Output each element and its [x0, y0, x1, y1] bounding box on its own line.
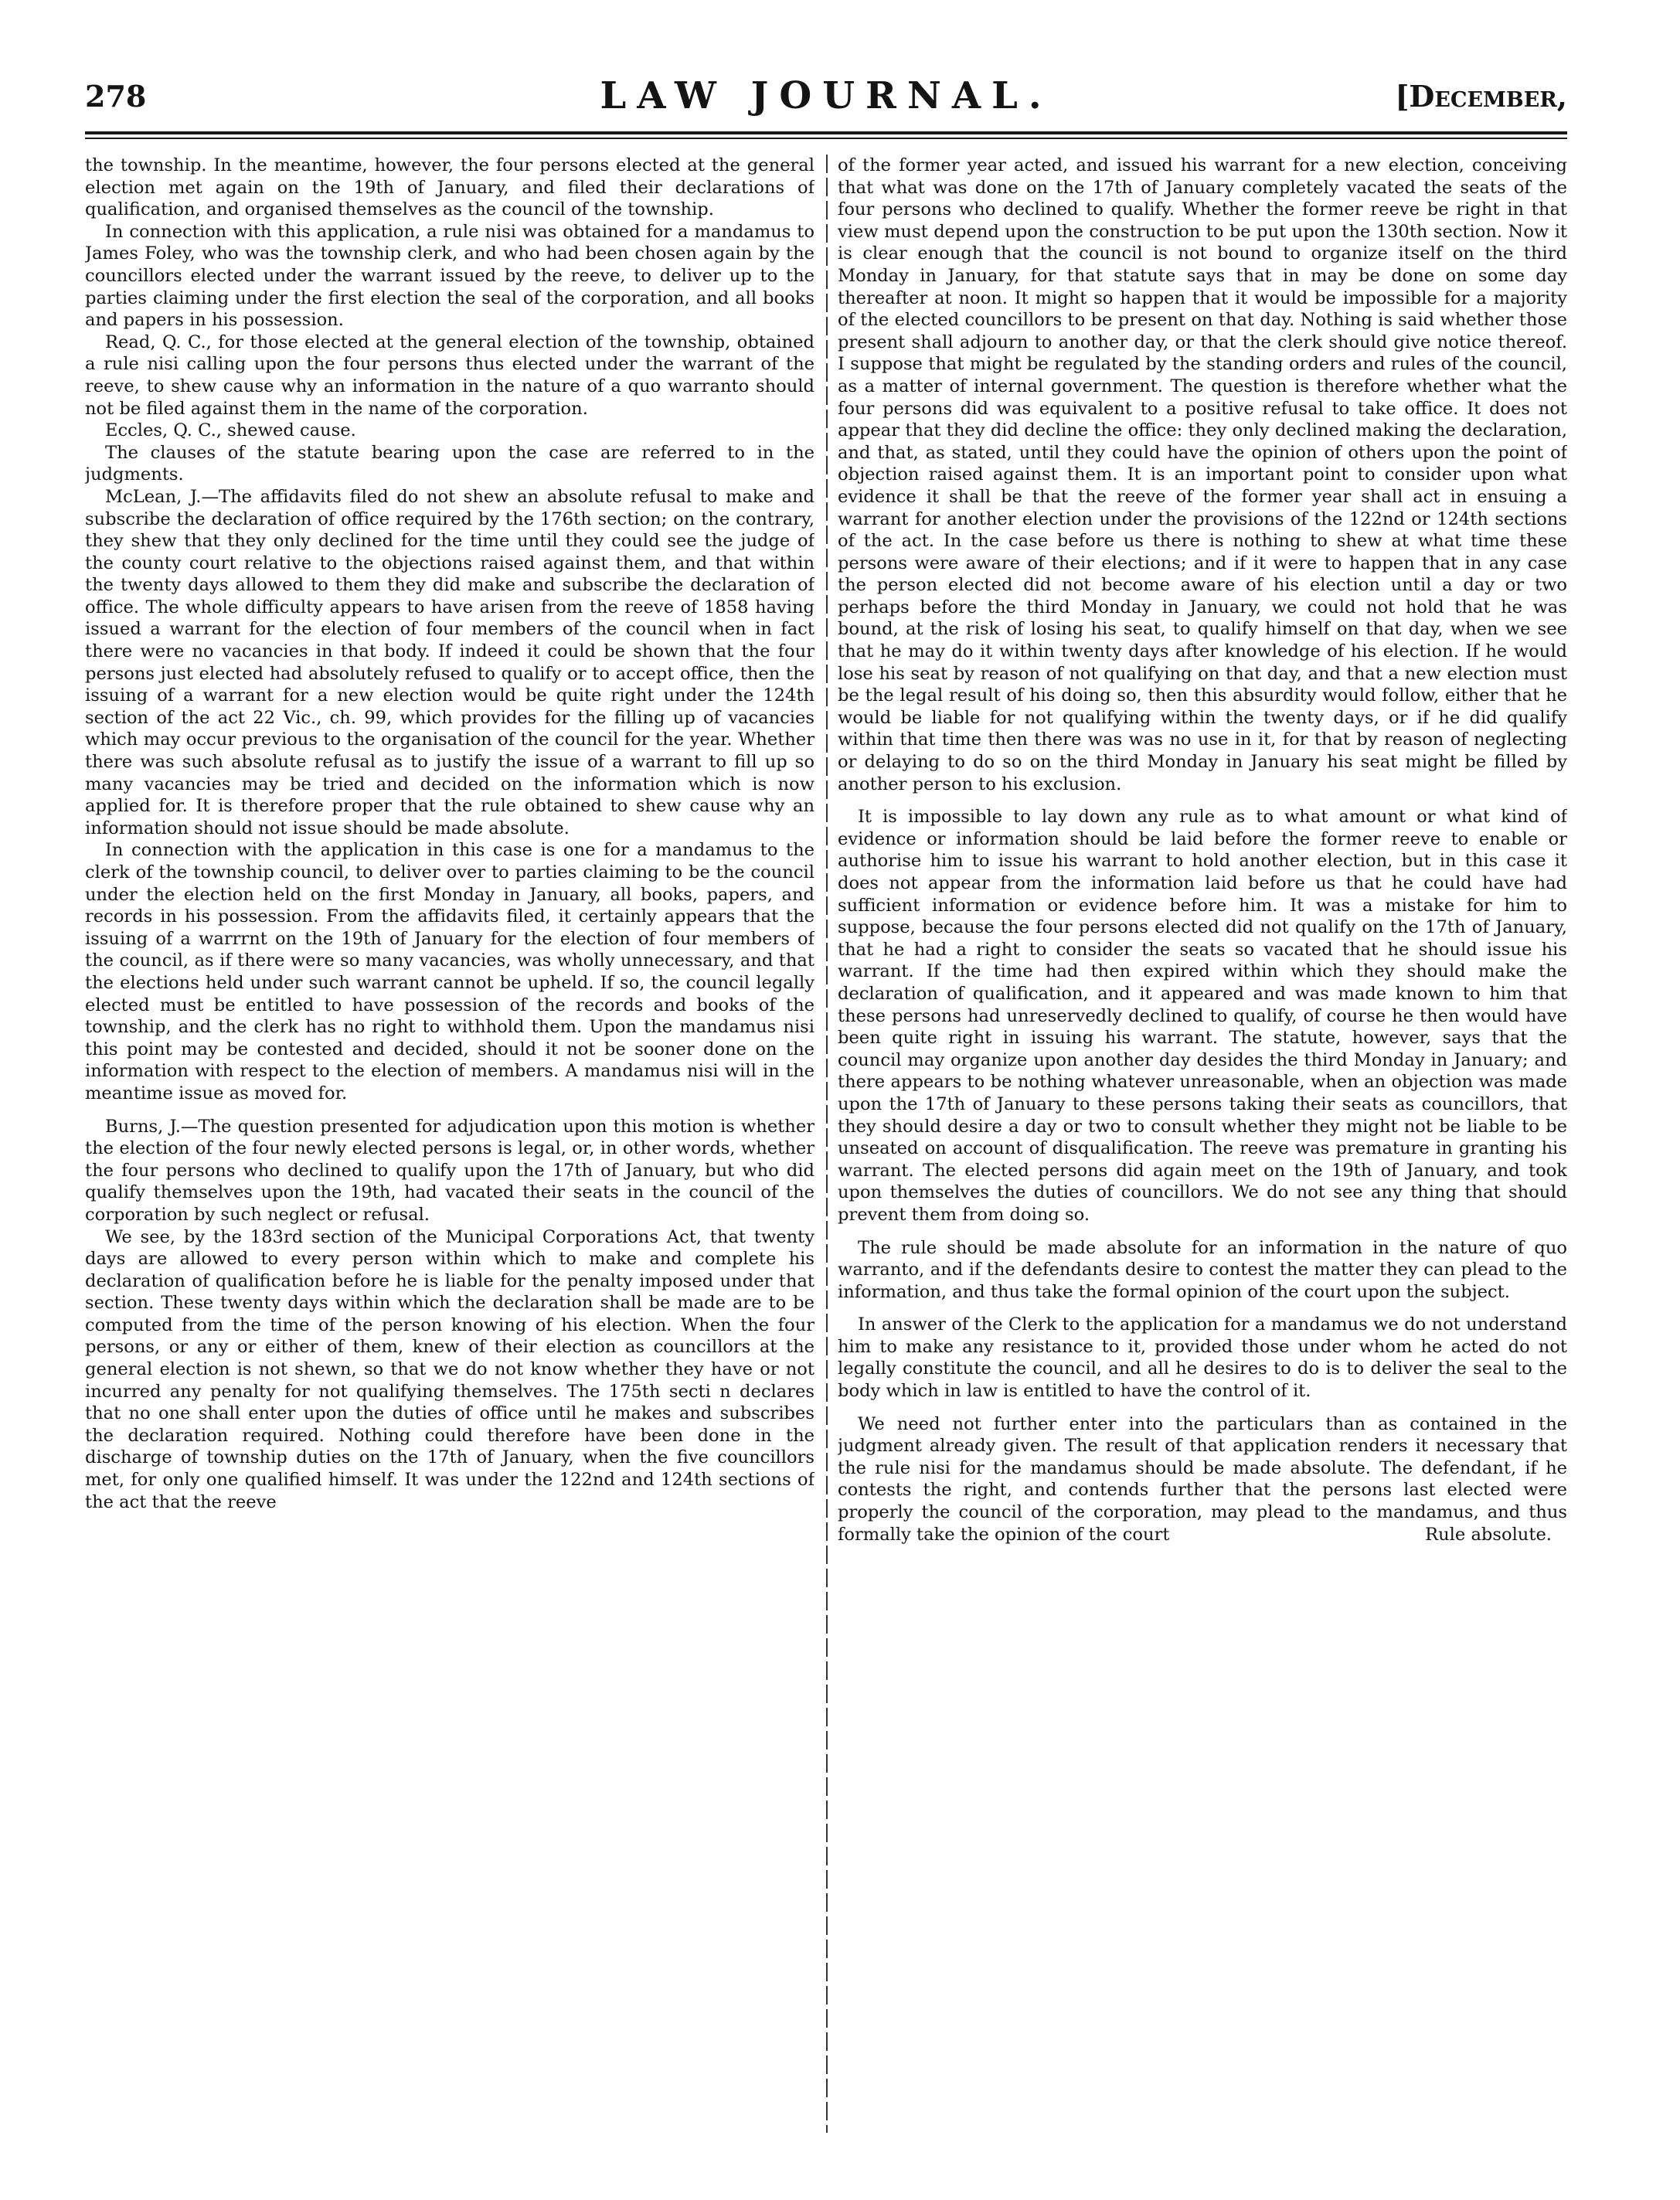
paragraph: McLean, J.—The affidavits filed do not shew an absolute refusal to make and subscribe the declaration of office required by the 176th section; on the contrary, they shew that they only declined for the time until they could see the judge of the county court relative to the objections raised against them, and that within the twenty days allowed to them they did make and subscribe the declaration of office. The whole difficulty appears to have arisen from the reeve of 1858 having issued a warrant for the election of four members of the council when in fact there were no vacancies in that body. If indeed it could be shown that the four persons just elected had absolutely refused to qualify or to accept office, then the issuing of a warrant for a new election would be quite right under the 124th section of the act 22 Vic., ch. 99, which provides for the filling up of vacancies which may occur previous to the organisation of the council for the year. Whether there was such absolute refusal as to justify the issue of a warrant to fill up so many vacancies may be tried and decided on the information which is now applied for. It is therefore proper that the rule obtained to shew cause why an information should not issue should be made absolute.	[85, 486, 814, 838]
right-column	[838, 155, 1567, 2133]
paragraph: The clauses of the statute bearing upon the case are referred to in the judgments.	[85, 442, 814, 485]
paragraph: the township. In the meantime, however, the four persons elected at the general election met again on the 19th of January, and filed their declarations of qualification, and organised themselves as the council of the township.	[85, 155, 814, 220]
header-rule-thin	[85, 138, 1567, 139]
paragraph: In connection with the application in this case is one for a mandamus to the clerk of the township council, to deliver over to parties claiming to be the council under the election held on the first Monday in January, all books, papers, and records in his possession. From the affidavits filed, it certainly appears that the issuing of a warrrnt on the 19th of January for the election of four members of the council, as if there were so many vacancies, was wholly unnecessary, and that the elections held under such warrant cannot be upheld. If so, the council legally elected must be entitled to have possession of the records and books of the township, and the clerk has no right to withhold them. Upon the mandamus nisi this point may be contested and decided, should it not be sooner done on the information with respect to the election of members. A mandamus nisi will in the meantime issue as moved for.	[85, 840, 814, 1103]
paragraph: In connection with this application, a rule nisi was obtained for a mandamus to James Foley, who was the township clerk, and who had been chosen again by the councillors elected under the warrant issued by the reeve, to deliver up to the parties claiming under the first election the seal of the corporation, and all books and papers in his possession.	[85, 221, 814, 331]
column-divider	[826, 155, 828, 2133]
left-column	[85, 155, 814, 2133]
page-number: 278	[85, 79, 147, 114]
paragraph: In answer of the Clerk to the application for a mandamus we do not understand him to make any resistance to it, provided those under whom he acted do not legally constitute the council, and all he desires to do is to deliver the seal to the body which in law is entitled to have the control of it.	[838, 1314, 1567, 1402]
journal-title: LAW JOURNAL.	[600, 74, 1053, 117]
header-rule	[85, 131, 1567, 134]
paragraph: The rule should be made absolute for an information in the nature of quo warranto, and if the defendants desire to contest the matter they can plead to the information, and thus take the formal opinion of the court upon the subject.	[838, 1237, 1567, 1302]
paragraph: Eccles, Q. C., shewed cause.	[105, 420, 356, 441]
page-header	[85, 74, 1567, 121]
issue-month: [December,	[1395, 79, 1567, 114]
paragraph: Burns, J.—The question presented for adjudication upon this motion is whether the election of the four newly elected persons is legal, or, in other words, whether the four persons who declined to qualify upon the 17th of January, but who did qualify themselves upon the 19th, had vacated their seats in the council of the corporation by such neglect or refusal.	[85, 1116, 814, 1225]
paragraph: Read, Q. C., for those elected at the general election of the township, obtained a rule nisi calling upon the four persons thus elected under the warrant of the reeve, to shew cause why an information in the nature of a quo warranto should not be filed against them in the name of the corporation.	[85, 332, 814, 419]
paragraph: We see, by the 183rd section of the Municipal Corporations Act, that twenty days are allowed to every person within which to make and complete his declaration of qualification before he is liable for the penalty imposed under that section. These twenty days within which the declaration shall be made are to be computed from the time of the person knowing of his election. When the four persons, or any or either of them, knew of their election as councillors at the general election is not shewn, so that we do not know whether they have or not incurred any penalty for not qualifying themselves. The 175th secti n declares that no one shall enter upon the duties of office until he makes and subscribes the declaration required. Nothing could therefore have been done in the discharge of township duties on the 17th of January, when the five councillors met, for only one qualified himself. It was under the 122nd and 124th sections of the act that the reeve	[85, 1226, 814, 1512]
paragraph	[838, 1413, 1567, 1546]
paragraph: It is impossible to lay down any rule as to what amount or what kind of evidence or information should be laid before the former reeve to enable or authorise him to issue his warrant to hold another election, but in this case it does not appear from the information laid before us that he could have had sufficient information or evidence before him. It was a mistake for him to suppose, because the four persons elected did not qualify on the 17th of January, that he had a right to consider the seats so vacated that he should issue his warrant. If the time had then expired within which they should make the declaration of qualification, and it appeared and was made known to him that these persons had unreservedly declined to qualify, of course he then would have been quite right in issuing his warrant. The statute, however, says that the council may organize upon another day desides the third Monday in January; and there appears to be nothing whatever unreasonable, when an objection was made upon the 17th of January to these persons taking their seats as councillors, that they should desire a day or two to consult whether they might not be liable to be unseated on account of disqualification. The reeve was premature in granting his warrant. The elected persons did again meet on the 19th of January, and took upon themselves the duties of councillors. We do not see any thing that should prevent them from doing so.	[838, 807, 1567, 1225]
closing-text: We need not further enter into the particulars than as contained in the judgment already given. The result of that application renders it necessary that the rule nisi for the mandamus should be made absolute. The defendant, if he contests the right, and contends further that the persons last elected were properly the council of the corporation, may plead to the mandamus, and thus formally take the opinion of the court	[838, 1413, 1567, 1545]
closing-note: Rule absolute.	[1425, 1524, 1552, 1545]
paragraph: of the former year acted, and issued his warrant for a new election, conceiving that what was done on the 17th of January completely vacated the seats of the four persons who declined to qualify. Whether the former reeve be right in that view must depend upon the construction to be put upon the 130th section. Now it is clear enough that the council is not bound to organize itself on the third Monday in January, for that statute says that in may be done on some day thereafter at noon. It might so happen that it would be impossible for a majority of the elected councillors to be present on that day. Nothing is said whether those present shall adjourn to another day, or that the clerk should give notice thereof. I suppose that might be regulated by the standing orders and rules of the council, as a matter of internal government. The question is therefore whether what the four persons did was equivalent to a positive refusal to take office. It does not appear that they did decline the office: they only declined making the declaration, and that, as stated, until they could have the opinion of others upon the point of objection raised against them. It is an important point to consider upon what evidence it shall be that the reeve of the former year shall act in ensuing a warrant for another election under the provisions of the 122nd or 124th sections of the act. In the case before us there is nothing to shew at what time these persons were aware of their elections; and if it were to happen that in any case the person elected did not become aware of his election until a day or two perhaps before the third Monday in January, we could not hold that he was bound, at the risk of losing his seat, to qualify himself on that day, when we see that he may do it within twenty days after knowledge of his election. If he would lose his seat by reason of not qualifying on that day, and that a new election must be the legal result of his doing so, then this absurdity would follow, either that he would be liable for not qualifying within the twenty days, or if he did qualify within that time then there was was no use in it, for that by reason of neglecting or delaying to do so on the third Monday in January his seat might be filled by another person to his exclusion.	[838, 155, 1567, 794]
